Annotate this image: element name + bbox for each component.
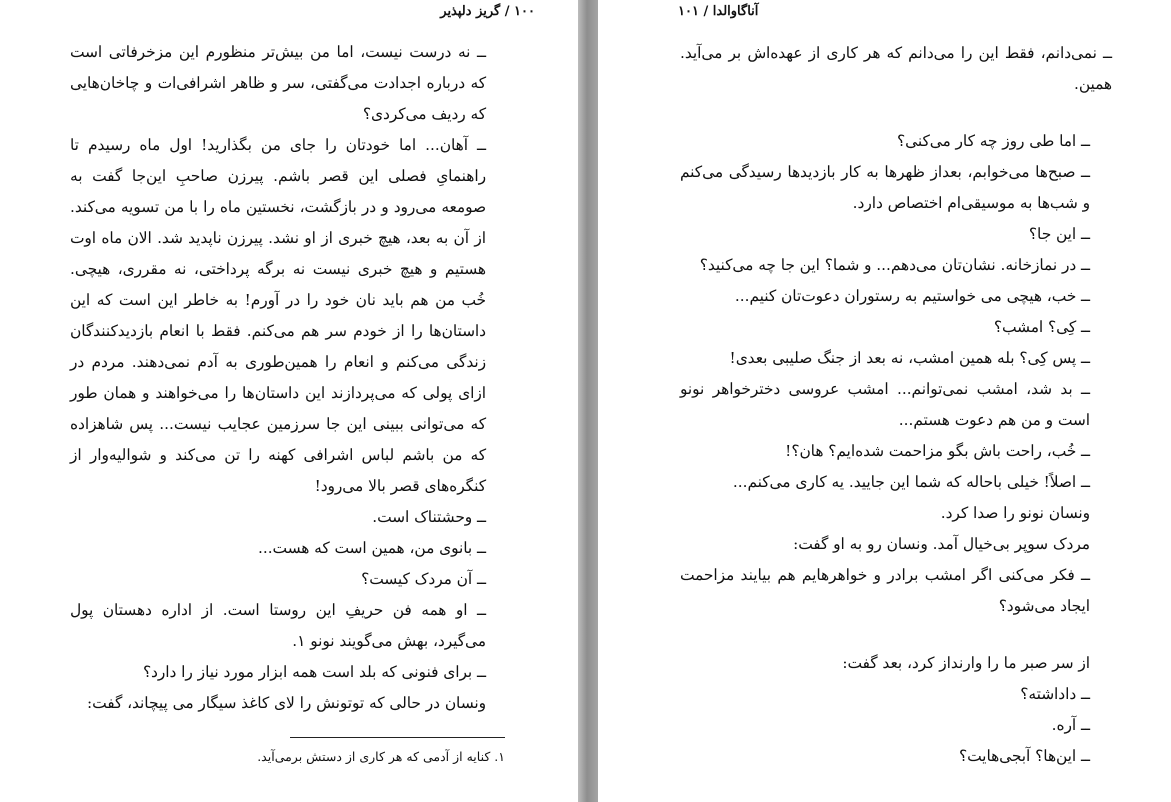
right-paragraph-5: ــ در نمازخانه. نشان‌تان می‌دهم... و شما؟ این جا چه می‌کنید؟ (699, 256, 1090, 274)
right-paragraph-3: ــ صبح‌ها می‌خوابم، بعداز ظهرها به کار بازدیدها رسیدگی می‌کنم و شب‌ها به موسیقی‌ام اختصاص دارد. (680, 163, 1090, 212)
right-paragraph-11: ــ اصلاً! خیلی باحاله که شما این جایید. یه کاری می‌کنم... (732, 473, 1090, 491)
left-paragraph-4: ــ بانوی من، همین است که هست... (257, 539, 486, 557)
right-paragraph-4: ــ این جا؟ (1028, 225, 1090, 243)
right-paragraph-12: ونسان نونو را صدا کرد. (940, 504, 1090, 522)
right-paragraph-6: ــ خب، هیچی می خواستیم به رستوران دعوت‌تان کنیم... (734, 287, 1090, 305)
left-paragraph-6: ــ او همه فن حریفِ این روستا است. از اداره دهستان پول می‌گیرد، بهش می‌گویند نونو ۱. (70, 601, 486, 650)
right-paragraph-17: ــ آره. (1051, 716, 1090, 734)
left-book-page (0, 0, 578, 802)
right-paragraph-16: ــ داداشته؟ (1020, 685, 1090, 703)
book-gutter (578, 0, 598, 802)
left-page-header: ۱۰۰ / گریز دلپذیر (440, 4, 535, 19)
right-paragraph-13: مردک سوپر بی‌خیال آمد. ونسان رو به او گفت: (793, 535, 1090, 553)
footnote: ۱. کنایه از آدمی که هر کاری از دستش برمی‌آید. (257, 749, 505, 764)
left-paragraph-5: ــ آن مردک کیست؟ (361, 570, 486, 588)
right-paragraph-15: از سر صبر ما را وارنداز کرد، بعد گفت: (842, 654, 1090, 672)
right-paragraph-1: ــ نمی‌دانم، فقط این را می‌دانم که هر کاری از عهده‌اش بر می‌آید. همین. (680, 44, 1112, 93)
left-paragraph-7: ــ برای فنونی که بلد است همه ابزار مورد نیاز را دارد؟ (142, 663, 486, 681)
right-paragraph-18: ــ این‌ها؟ آبجی‌هایت؟ (959, 747, 1090, 765)
right-paragraph-2: ــ اما طی روز چه کار می‌کنی؟ (896, 132, 1090, 150)
right-page-header: آناگاوالدا / ۱۰۱ (678, 4, 759, 19)
right-page-body (680, 38, 1112, 772)
right-book-page (598, 0, 1171, 802)
right-paragraph-8: ــ پس کِی؟ بله همین امشب، نه بعد از جنگ صلیبی بعدی! (729, 349, 1090, 367)
left-page-body (70, 37, 508, 719)
right-paragraph-9: ــ بد شد، امشب نمی‌توانم... امشب عروسی دخترخواهر نونو است و من هم دعوت هستم... (680, 380, 1090, 429)
footnote-divider (290, 737, 505, 738)
left-paragraph-1: ــ نه درست نیست، اما من بیش‌تر منظورم این مزخرفاتی است که درباره اجدادت می‌گفتی، سر و ظاهر اشرافی‌ات و چاخان‌هایی که ردیف می‌کردی؟ (70, 43, 486, 123)
left-paragraph-2: ــ آهان... اما خودتان را جای من بگذارید! اول ماه رسیدم تا راهنمایِ فصلی این قصر باشم. پیرزن صاحبِ این‌جا گفت به صومعه می‌رود و در بازگشت، نخستین ماه را با من تسویه می‌کند. از آن به بعد، هیچ خبری از او نشد. پیرزن ناپدید شد. الان ماه اوت هستیم و هیچ خبری نیست نه برگه پرداختی، نه مقرری، هیچی. خُب من هم باید نان خود را در آورم! به خاطر این است که این داستان‌ها را از خودم سر هم می‌کنم. فقط با انعام بازدیدکنندگان زندگی می‌کنم و انعام را همین‌طوری به آدم نمی‌دهند. مردم در ازای پولی که می‌پردازند این داستان‌ها را می‌خواهند و همان طور که می‌توانی ببینی این جا سرزمین عجایب نیست... پس شاهزاده که من باشم لباس اشرافی کهنه را تن می‌کند و شوالیه‌وار از کنگره‌های قصر بالا می‌رود! (70, 136, 486, 495)
left-paragraph-8: ونسان در حالی که توتونش را لای کاغذ سیگار می پیچاند، گفت: (87, 694, 486, 712)
right-paragraph-14: ــ فکر می‌کنی اگر امشب برادر و خواهرهایم هم بیایند مزاحمت ایجاد می‌شود؟ (680, 566, 1090, 615)
left-paragraph-3: ــ وحشتناک است. (372, 508, 486, 526)
right-paragraph-7: ــ کِی؟ امشب؟ (993, 318, 1090, 336)
right-paragraph-10: ــ خُب، راحت باش بگو مزاحمت شده‌ایم؟ هان؟! (785, 442, 1090, 460)
